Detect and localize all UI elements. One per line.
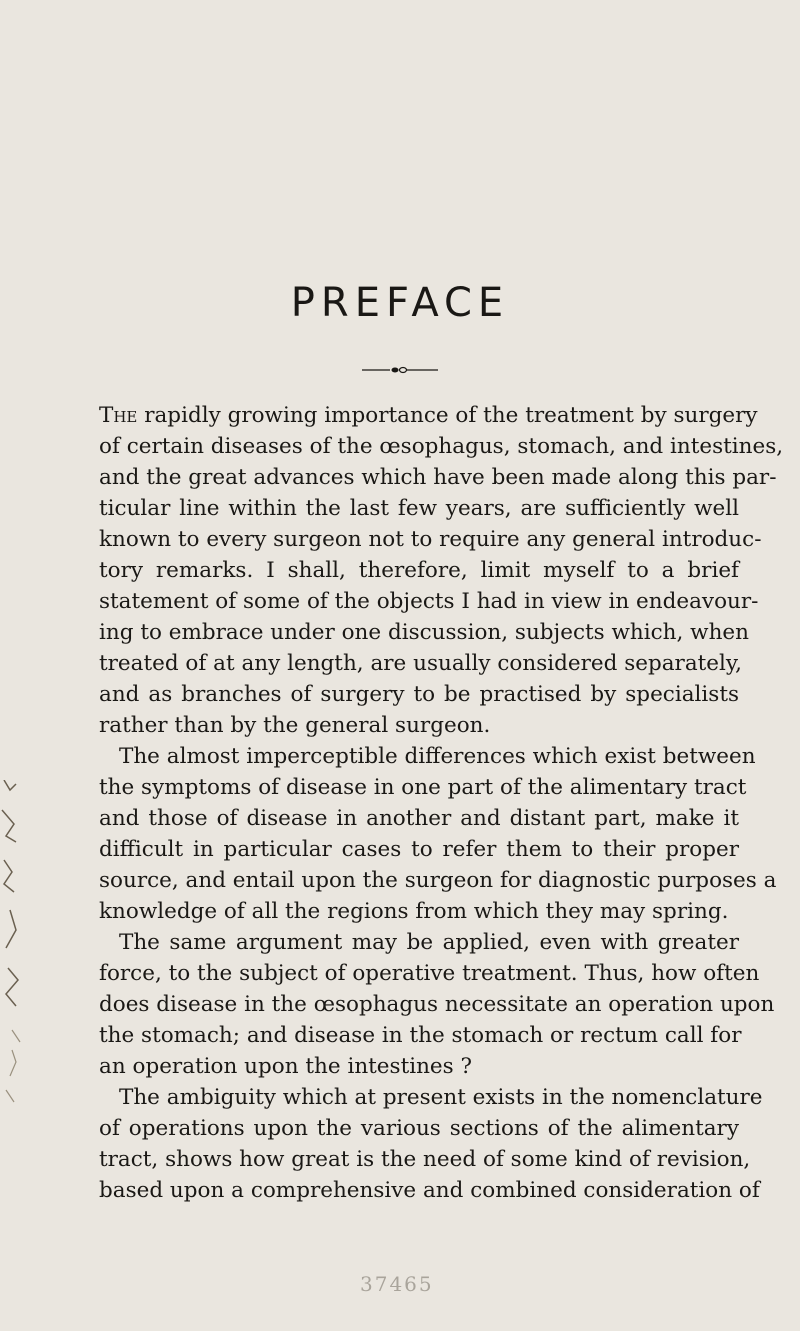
text-line: The almost imperceptible differences which exist between	[119, 744, 756, 769]
text-line: The ambiguity which at present exists in the nomenclature	[119, 1085, 763, 1110]
text-line: the symptoms of disease in one part of the alimentary tract	[99, 775, 747, 800]
text-line: known to every surgeon not to require any general introduc-	[99, 527, 762, 552]
text-line: of operations upon the various sections of the alimentary	[99, 1116, 739, 1141]
text-line: ticular line within the last few years, are sufficiently well	[99, 496, 739, 521]
text-line: ing to embrace under one discussion, subjects which, when	[99, 620, 749, 645]
page-title: PREFACE	[290, 280, 510, 326]
text-line: rather than by the general surgeon.	[99, 713, 491, 738]
text-line: The same argument may be applied, even with greater	[119, 930, 739, 955]
text-line: force, to the subject of operative treatment. Thus, how often	[99, 961, 760, 986]
text-line: tory remarks. I shall, therefore, limit myself to a brief	[99, 558, 739, 583]
text-line: based upon a comprehensive and combined consideration of	[99, 1178, 760, 1203]
faded-stamp-number: 37465	[360, 1272, 434, 1296]
text-line: tract, shows how great is the need of some kind of revision,	[99, 1147, 751, 1172]
text-line: knowledge of all the regions from which they may spring.	[99, 899, 729, 924]
ornament-divider	[362, 366, 438, 374]
text-line: source, and entail upon the surgeon for diagnostic purposes a	[99, 868, 777, 893]
opening-word: The	[99, 403, 138, 428]
text-line: does disease in the œsophagus necessitate an operation upon	[99, 992, 775, 1017]
text-line: and as branches of surgery to be practised by specialists	[99, 682, 739, 707]
margin-bleedthrough-marks	[0, 780, 30, 1331]
text-line: The rapidly growing importance of the treatment by surgery	[99, 403, 758, 428]
text-line: and the great advances which have been made along this par-	[99, 465, 777, 490]
text-line: of certain diseases of the œsophagus, stomach, and intestines,	[99, 434, 784, 459]
preface-body	[99, 400, 784, 1206]
text-line: and those of disease in another and distant part, make it	[99, 806, 739, 831]
text-line: difficult in particular cases to refer them to their proper	[99, 837, 739, 862]
text-line: the stomach; and disease in the stomach or rectum call for	[99, 1023, 742, 1048]
text-line: statement of some of the objects I had in view in endeavour-	[99, 589, 759, 614]
text-line: treated of at any length, are usually considered separately,	[99, 651, 743, 676]
text-line: an operation upon the intestines ?	[99, 1054, 473, 1079]
